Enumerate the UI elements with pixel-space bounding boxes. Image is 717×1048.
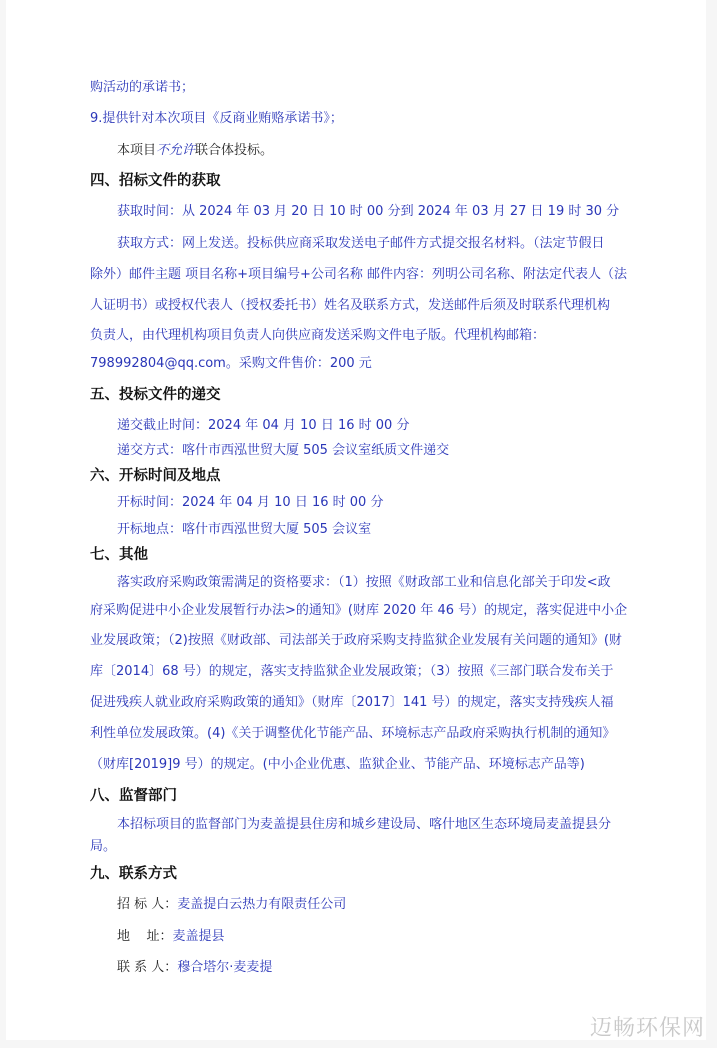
text-line: 府采购促进中小企业发展暂行办法>的通知》(财库 2020 年 46 号）的规定，落实促进中小企 [90,603,628,618]
section-heading-4: 四、招标文件的获取 [90,173,221,189]
text-line: 购活动的承诺书； [90,80,195,95]
text-line: 开标地点：喀什市西泓世贸大厦 505 会议室 [117,522,372,537]
contact-row-bidder [117,897,346,913]
text-emphasis: 不允许 [156,143,196,158]
document-page [6,0,706,1040]
contact-label: 联 系 人： [117,960,178,975]
text-line: 负责人，由代理机构项目负责人向供应商发送采购文件电子版。代理机构邮箱： [90,328,546,343]
text-line [117,143,273,159]
contact-label: 地 址： [117,929,173,944]
text-fragment: 本项目 [117,143,157,158]
text-line: （财库[2019]9 号）的规定。(中小企业优惠、监狱企业、节能产品、环境标志产品等) [90,757,585,772]
text-line: 798992804@qq.com。采购文件售价：200 元 [90,356,372,371]
contact-value: 麦盖提县 [172,929,225,944]
contact-label: 招 标 人： [117,897,178,912]
text-line: 库〔2014〕68 号）的规定，落实支持监狱企业发展政策；（3）按照《三部门联合发布关于 [90,664,614,679]
contact-row-person [117,960,272,976]
text-line: 获取方式：网上发送。投标供应商采取发送电子邮件方式提交报名材料。（法定节假日 [117,236,605,251]
text-fragment: 联合体投标。 [195,143,274,158]
section-heading-5: 五、投标文件的递交 [90,387,221,403]
text-line: 递交方式：喀什市西泓世贸大厦 505 会议室纸质文件递交 [117,443,450,458]
section-heading-9: 九、联系方式 [90,866,177,882]
text-line: 利性单位发展政策。(4)《关于调整优化节能产品、环境标志产品政府采购执行机制的通知》 [90,726,616,741]
section-heading-8: 八、监督部门 [90,788,177,804]
text-line: 本招标项目的监督部门为麦盖提县住房和城乡建设局、喀什地区生态环境局麦盖提县分 [117,817,612,832]
text-line: 9.提供针对本次项目《反商业贿赂承诺书》； [90,111,343,126]
contact-value: 穆合塔尔·麦麦提 [177,960,273,975]
text-line: 落实政府采购政策需满足的资格要求：（1）按照《财政部工业和信息化部关于印发<政 [117,575,611,590]
text-line: 促进残疾人就业政府采购政策的通知》（财库〔2017〕141 号）的规定，落实支持残疾人福 [90,695,614,710]
text-line: 人证明书）或授权代表人（授权委托书）姓名及联系方式，发送邮件后须及时联系代理机构 [90,298,611,313]
contact-row-address [117,929,225,945]
contact-value: 麦盖提白云热力有限责任公司 [177,897,347,912]
text-line: 递交截止时间：2024 年 04 月 10 日 16 时 00 分 [117,418,410,433]
section-heading-7: 七、其他 [90,547,148,563]
watermark: 迈畅环保网 [589,1016,705,1041]
text-line: 局。 [90,839,117,854]
text-line: 开标时间：2024 年 04 月 10 日 16 时 00 分 [117,495,384,510]
text-line: 除外）邮件主题 项目名称+项目编号+公司名称 邮件内容：列明公司名称、附法定代表人（法 [90,267,628,282]
section-heading-6: 六、开标时间及地点 [90,468,221,484]
text-line: 业发展政策；（2)按照《财政部、司法部关于政府采购支持监狱企业发展有关问题的通知》(财 [90,633,622,648]
text-line: 获取时间：从 2024 年 03 月 20 日 10 时 00 分到 2024 年 03 月 27 日 19 时 30 分 [117,204,620,219]
